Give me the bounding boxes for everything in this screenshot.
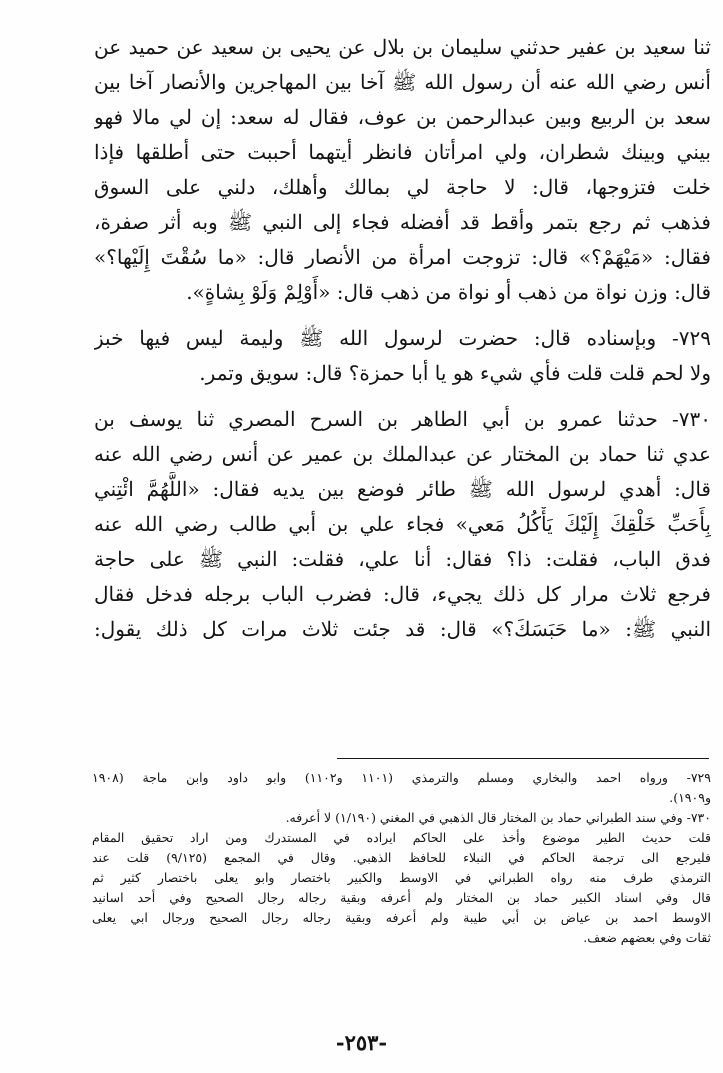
- main-text-line: فرجع ثلاث مرار كل ذلك يجيء، قال: فضرب الباب برجله فدخل فقال: [94, 582, 711, 606]
- main-text-line: قال: أهدي لرسول الله ﷺ طائر فوضع بين يديه فقال: «اللَّهُمَّ ائْتِني: [94, 477, 711, 501]
- main-text-line: قال: وزن نواة من ذهب أو نواة من ذهب قال: «أَوْلِمْ وَلَوْ بِشاةٍ».: [186, 280, 711, 304]
- footnotes-block: [92, 768, 711, 948]
- main-text-line: عدي ثنا حماد بن المختار عن عبدالملك بن عمير عن أنس رضي الله عنه: [94, 442, 711, 466]
- main-text-line: النبي ﷺ: «ما حَبَسَكَ؟» قال: قد جئت ثلاث مرات كل ذلك يقول:: [94, 617, 711, 641]
- page-number: -٢٥٣-: [335, 1030, 388, 1055]
- main-text-line: سعد بن الربيع وبين عبدالرحمن بن عوف، فقال له سعد: إن لي مالا فهو: [94, 105, 711, 129]
- main-text-line: فذهب ثم رجع بتمر وأقط قد أفضله فجاء إلى النبي ﷺ وبه أثر صفرة،: [94, 210, 711, 234]
- main-text-line: بِأَحَبِّ خَلْقِكَ إِلَيْكَ يَأْكُلُ مَعي» فجاء علي بن أبي طالب رضي الله عنه: [94, 512, 711, 536]
- footnote-line: و١٩٠٩).: [669, 790, 711, 805]
- main-text-line: أنس رضي الله عنه أن رسول الله ﷺ آخا بين المهاجرين والأنصار آخا بين: [94, 70, 711, 94]
- footnote-line: ٧٣٠- وفي سند الطبراني حماد بن المختار قال الذهبي في المغني (١/١٩٠) لا أعرفه.: [285, 810, 711, 825]
- footnote-line: قال وفي اسناد الكبير حماد بن المختار ولم أعرفه وبقية رجاله رجال الصحيح وفي أحد اسانيد: [92, 890, 711, 905]
- footnote-line: ٧٢٩- ورواه احمد والبخاري ومسلم والترمذي (١١٠١ و١١٠٢) وابو داود وابن ماجة (١٩٠٨: [92, 770, 711, 785]
- main-text-block: [94, 30, 711, 647]
- main-text-line: فدق الباب، فقلت: ذا؟ فقال: أنا علي، فقلت: النبي ﷺ على حاجة: [94, 547, 711, 571]
- main-text-line: بيني وبينك شطران، ولي امرأتان فانظر أيتهما أحببت حتى أطلقها فإذا: [94, 140, 711, 164]
- footnote-line: الاوسط احمد بن عياض بن أبي طيبة ولم أعرفه وبقية رجاله رجال الصحيح ورجال ابي يعلى: [92, 910, 711, 925]
- footnote-line: فليرجع الى ترجمة الحاكم في النبلاء للحافظ الذهبي. وقال في المجمع (٩/١٢٥) قلت عند: [92, 850, 711, 865]
- main-text-line: ثنا سعيد بن عفير حدثني سليمان بن بلال عن يحيى بن سعيد عن حميد عن: [94, 35, 711, 59]
- main-text-line: ولا لحم قلت قلت فأي شيء هو يا أبا حمزة؟ قال: سويق وتمر.: [199, 361, 711, 385]
- hadith-729-start: ٧٢٩- وبإسناده قال: حضرت لرسول الله ﷺ وليمة ليس فيها خبز: [94, 326, 711, 350]
- footnote-divider: [337, 758, 709, 759]
- main-text-line: خلت فتزوجها، قال: لا حاجة لي بمالك وأهلك، دلني على السوق: [94, 175, 711, 199]
- footnote-line: ثقات وفي بعضهم ضعف.: [583, 930, 711, 945]
- main-text-line: فقال: «مَيْهَمْ؟» قال: تزوجت امرأة من الأنصار قال: «ما سُقْتَ إِلَيْها؟»: [94, 245, 711, 269]
- footnote-line: قلت حديث الطير موضوع وأخذ على الحاكم ايراده في المستدرك ومن اراد تحقيق المقام: [92, 830, 711, 845]
- hadith-730-start: ٧٣٠- حدثنا عمرو بن أبي الطاهر بن السرح المصري ثنا يوسف بن: [94, 407, 711, 431]
- footnote-line: الترمذي طرف منه رواه الطبراني في الاوسط والكبير باختصار وابو يعلى باختصار كثير ثم: [92, 870, 711, 885]
